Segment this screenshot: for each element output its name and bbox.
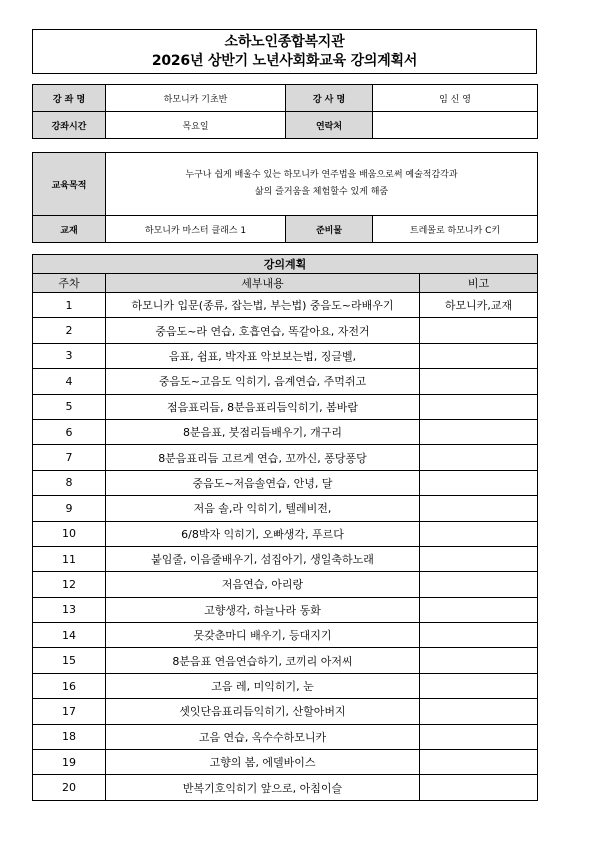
content-cell: 점음표리듬, 8분음표리듬익히기, 봄바람 [106,394,420,419]
note-cell [420,673,538,698]
table-row [33,419,538,444]
table-row [33,597,538,622]
week-cell: 5 [33,394,106,419]
textbook-value: 하모니카 마스터 클래스 1 [106,216,286,243]
table-row [33,369,538,394]
content-cell: 저음 솔,라 익히기, 텔레비전, [106,496,420,521]
document-title-box [32,29,537,74]
table-row [33,623,538,648]
note-cell [420,445,538,470]
note-cell [420,775,538,800]
week-cell: 8 [33,470,106,495]
table-row [33,318,538,343]
table-row [33,343,538,368]
content-cell: 저음연습, 아리랑 [106,572,420,597]
note-cell [420,470,538,495]
note-cell [420,318,538,343]
course-time-label: 강좌시간 [33,112,106,139]
week-cell: 20 [33,775,106,800]
content-header: 세부내용 [106,274,420,293]
week-cell: 17 [33,699,106,724]
lecture-plan-body [33,255,538,801]
week-cell: 1 [33,293,106,318]
week-cell: 2 [33,318,106,343]
course-time-value: 목요일 [106,112,286,139]
table-row [33,673,538,698]
education-goal-table [32,152,538,243]
note-cell [420,369,538,394]
content-cell: 8분음표리듬 고르게 연습, 꼬까신, 퐁당퐁당 [106,445,420,470]
instructor-label: 강 사 명 [286,85,373,112]
note-cell [420,623,538,648]
content-cell: 중음도~라 연습, 호흡연습, 똑같아요, 자전거 [106,318,420,343]
week-cell: 18 [33,724,106,749]
week-cell: 3 [33,343,106,368]
goal-row [33,153,538,216]
table-row [33,750,538,775]
contact-value [373,112,538,139]
goal-text [106,153,538,216]
week-header: 주차 [33,274,106,293]
table-row [33,572,538,597]
instructor-value: 임 신 영 [373,85,538,112]
note-cell [420,343,538,368]
note-cell [420,496,538,521]
week-cell: 11 [33,546,106,571]
note-cell [420,419,538,444]
content-cell: 고음 레, 미익히기, 눈 [106,673,420,698]
table-row [33,293,538,318]
plan-title: 2026년 상반기 노년사회화교육 강의계획서 [151,53,418,69]
plan-caption-row [33,255,538,274]
plan-caption: 강의계획 [33,255,538,274]
plan-header-row [33,274,538,293]
content-cell: 고음 연습, 옥수수하모니카 [106,724,420,749]
content-cell: 못갖춘마디 배우기, 등대지기 [106,623,420,648]
contact-label: 연락처 [286,112,373,139]
week-cell: 14 [33,623,106,648]
table-row [33,546,538,571]
week-cell: 15 [33,648,106,673]
content-cell: 중음도~저음솔연습, 안녕, 달 [106,470,420,495]
note-cell [420,572,538,597]
week-cell: 7 [33,445,106,470]
note-cell [420,394,538,419]
course-info-row [33,85,538,112]
content-cell: 8분음표 연음연습하기, 코끼리 아저씨 [106,648,420,673]
content-cell: 셋잇단음표리듬익히기, 산할아버지 [106,699,420,724]
table-row [33,724,538,749]
content-cell: 8분음표, 붓점리듬배우기, 개구리 [106,419,420,444]
content-cell: 고향생각, 하늘나라 동화 [106,597,420,622]
table-row [33,445,538,470]
week-cell: 6 [33,419,106,444]
supplies-value: 트레몰로 하모니카 C키 [373,216,538,243]
week-cell: 13 [33,597,106,622]
week-cell: 12 [33,572,106,597]
content-cell: 6/8박자 익히기, 오빠생각, 푸르다 [106,521,420,546]
goal-label: 교육목적 [33,153,106,216]
table-row [33,496,538,521]
note-cell: 하모니카,교재 [420,293,538,318]
content-cell: 붙임줄, 이음줄배우기, 섬집아기, 생일축하노래 [106,546,420,571]
content-cell: 음표, 쉼표, 박자표 악보보는법, 징글벨, [106,343,420,368]
course-name-label: 강 좌 명 [33,85,106,112]
course-info-table [32,84,538,139]
note-cell [420,521,538,546]
note-cell [420,699,538,724]
content-cell: 고향의 봄, 에델바이스 [106,750,420,775]
lecture-plan-table [32,254,538,801]
note-cell [420,597,538,622]
note-cell [420,724,538,749]
institution-title: 소하노인종합복지관 [224,34,345,50]
supplies-label: 준비물 [286,216,373,243]
note-cell [420,648,538,673]
goal-text-line1: 누구나 쉽게 배울수 있는 하모니카 연주법을 배움으로써 예술적감각과 [185,170,458,180]
week-cell: 10 [33,521,106,546]
course-time-row [33,112,538,139]
note-cell [420,546,538,571]
table-row [33,521,538,546]
content-cell: 중음도~고음도 익히기, 음계연습, 주먹쥐고 [106,369,420,394]
week-cell: 4 [33,369,106,394]
textbook-row [33,216,538,243]
goal-text-line2: 삶의 즐거움을 체험할수 있게 해줌 [254,187,389,197]
note-header: 비고 [420,274,538,293]
content-cell: 반복기호익히기 앞으로, 아침이슬 [106,775,420,800]
table-row [33,470,538,495]
table-row [33,394,538,419]
table-row [33,648,538,673]
week-cell: 16 [33,673,106,698]
textbook-label: 교재 [33,216,106,243]
note-cell [420,750,538,775]
course-name-value: 하모니카 기초반 [106,85,286,112]
table-row [33,699,538,724]
week-cell: 19 [33,750,106,775]
week-cell: 9 [33,496,106,521]
content-cell: 하모니카 입문(종류, 잡는법, 부는법) 중음도~라배우기 [106,293,420,318]
table-row [33,775,538,800]
